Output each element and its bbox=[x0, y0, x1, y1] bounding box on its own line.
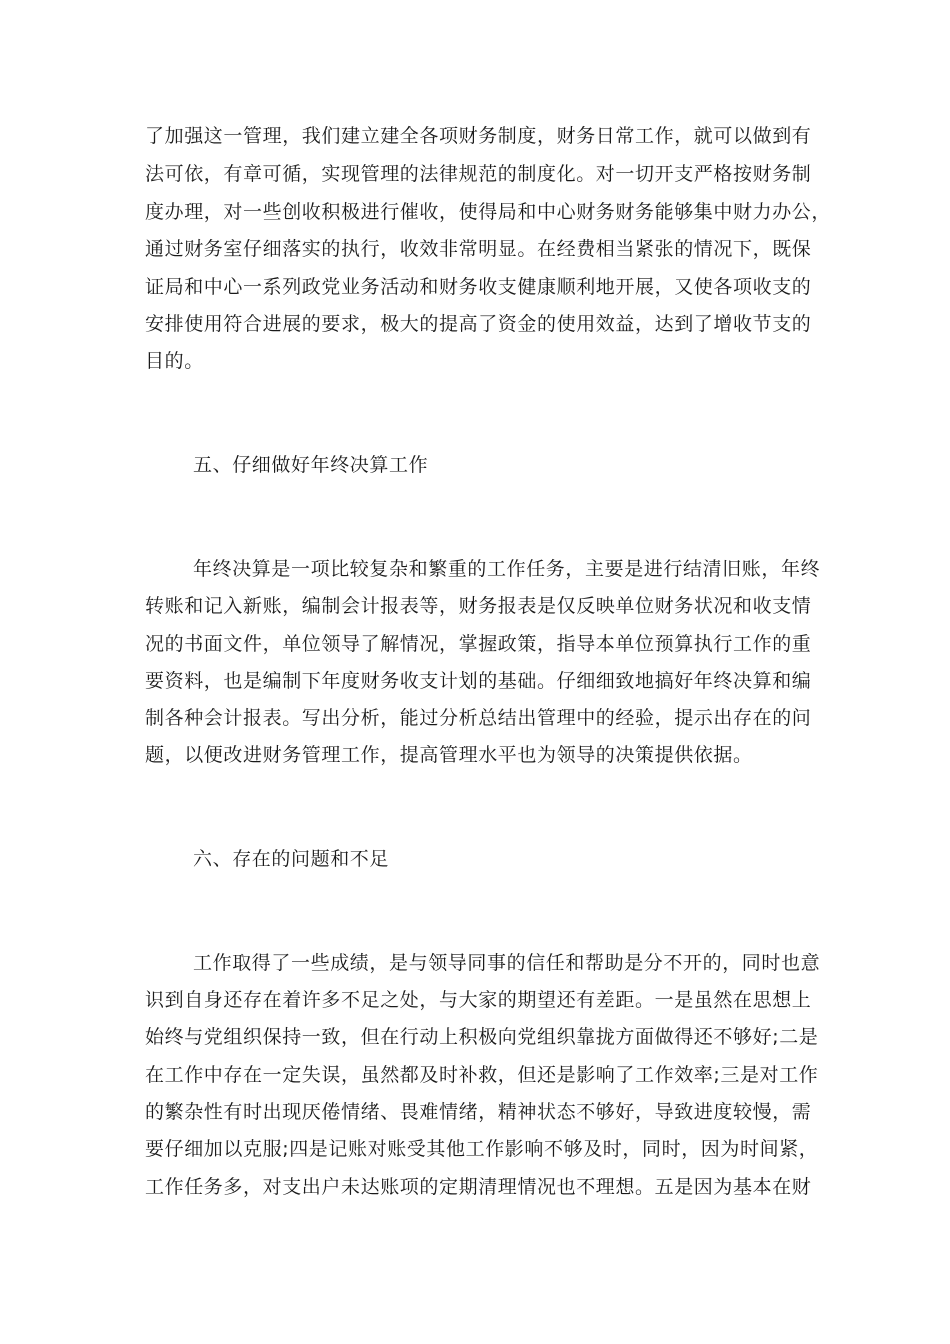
text-line: 了加强这一管理，我们建立建全各项财务制度，财务日常工作，就可以做到有 bbox=[145, 125, 812, 147]
text-line: 安排使用符合进展的要求，极大的提高了资金的使用效益，达到了增收节支的 bbox=[145, 313, 812, 335]
text-line: 通过财务室仔细落实的执行，收效非常明显。在经费相当紧张的情况下，既保 bbox=[145, 238, 812, 260]
text-line: 制各种会计报表。写出分析，能过分析总结出管理中的经验，提示出存在的问 bbox=[145, 707, 812, 729]
text-line: 题，以便改进财务管理工作，提高管理水平也为领导的决策提供依据。 bbox=[145, 744, 753, 766]
text-line: 况的书面文件，单位领导了解情况，掌握政策，指导本单位预算执行工作的重 bbox=[145, 633, 812, 655]
section-heading-6: 六、存在的问题和不足 bbox=[193, 848, 390, 870]
text-line: 法可依，有章可循，实现管理的法律规范的制度化。对一切开支严格按财务制 bbox=[145, 163, 812, 185]
text-line: 的繁杂性有时出现厌倦情绪、畏难情绪，精神状态不够好，导致进度较慢，需 bbox=[145, 1101, 812, 1123]
text-line: 工作任务多，对支出户未达账项的定期清理情况也不理想。五是因为基本在财 bbox=[145, 1176, 812, 1198]
text-line: 要仔细加以克服;四是记账对账受其他工作影响不够及时，同时，因为时间紧， bbox=[145, 1138, 819, 1160]
text-line: 证局和中心一系列政党业务活动和财务收支健康顺利地开展，又使各项收支的 bbox=[145, 276, 812, 298]
text-line: 始终与党组织保持一致，但在行动上积极向党组织靠拢方面做得还不够好;二是 bbox=[145, 1026, 819, 1048]
section-heading-5: 五、仔细做好年终决算工作 bbox=[193, 454, 429, 476]
text-line: 工作取得了一些成绩，是与领导同事的信任和帮助是分不开的，同时也意 bbox=[193, 952, 821, 974]
text-line: 识到自身还存在着许多不足之处，与大家的期望还有差距。一是虽然在思想上 bbox=[145, 989, 812, 1011]
text-line: 在工作中存在一定失误，虽然都及时补救，但还是影响了工作效率;三是对工作 bbox=[145, 1064, 819, 1086]
text-line: 年终决算是一项比较复杂和繁重的工作任务，主要是进行结清旧账，年终 bbox=[193, 558, 821, 580]
text-line: 转账和记入新账，编制会计报表等，财务报表是仅反映单位财务状况和收支情 bbox=[145, 595, 812, 617]
text-line: 要资料，也是编制下年度财务收支计划的基础。仔细细致地搞好年终决算和编 bbox=[145, 670, 812, 692]
text-line: 度办理，对一些创收积极进行催收，使得局和中心财务财务能够集中财力办公， bbox=[145, 201, 832, 223]
text-line: 目的。 bbox=[145, 350, 204, 372]
